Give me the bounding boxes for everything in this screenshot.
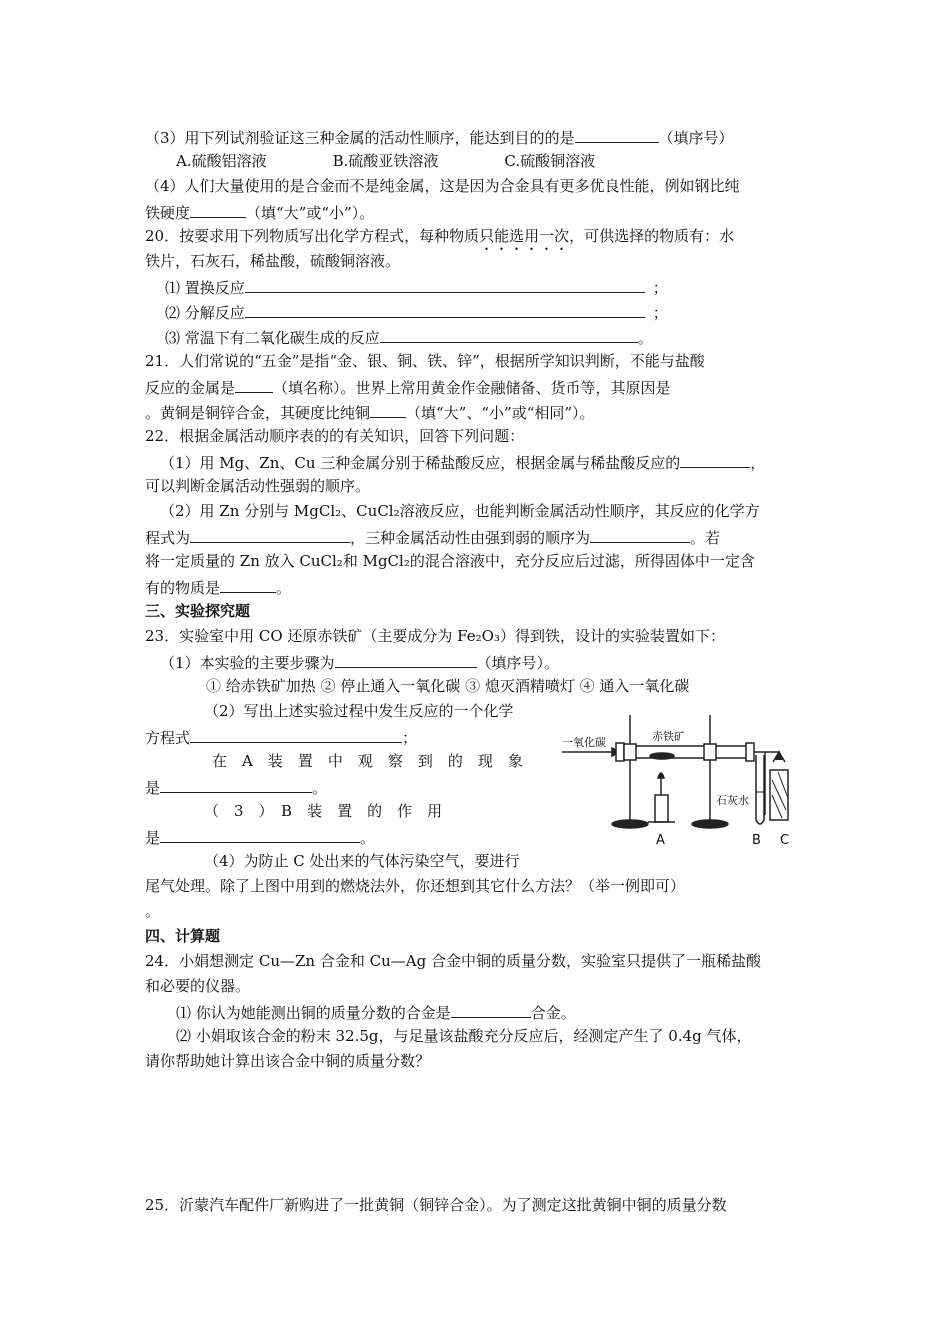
q20-item2: ⑵ 分解反应 ； xyxy=(165,299,668,326)
q20-item1: ⑴ 置换反应 ； xyxy=(165,274,668,301)
option-b: B.硫酸亚铁溶液 xyxy=(332,152,439,170)
answer-blank[interactable] xyxy=(245,299,645,318)
q21-line2: 反应的金属是 （填名称）。世界上常用黄金作金融储备、货币等，其原因是 xyxy=(145,374,671,401)
q23-part4-line3: 。 xyxy=(145,902,161,920)
q20-line1: 20．按要求用下列物质写出化学方程式，每种物质只能选用一次，可供选择的物质有：水 xyxy=(145,227,735,245)
answer-blank[interactable] xyxy=(190,199,246,218)
q22-part1-line2: 可以判断金属活动性强弱的顺序。 xyxy=(145,477,371,495)
q22-part2-line4: 有的物质是 。 xyxy=(145,574,291,601)
alcohol-lamp xyxy=(655,795,668,822)
option-c: C.硫酸铜溶液 xyxy=(504,152,596,170)
label-b: B xyxy=(752,833,761,848)
answer-blank[interactable] xyxy=(160,774,312,793)
q19-options xyxy=(176,149,595,174)
q25-line1: 25．沂蒙汽车配件厂新购进了一批黄铜（铜锌合金）。为了测定这批黄铜中铜的质量分数 xyxy=(145,1196,727,1214)
answer-blank[interactable] xyxy=(220,574,276,593)
iron-ore-sample xyxy=(650,753,674,759)
q23-observe-line1: 在 A 装 置 中 观 察 到 的 现 象 xyxy=(212,752,523,770)
q23-part2-line1: （2）写出上述实验过程中发生反应的一个化学 xyxy=(204,702,514,720)
q24-part2-line2: 请你帮助她计算出该合金中铜的质量分数？ xyxy=(145,1052,431,1070)
option-a: A.硫酸铝溶液 xyxy=(176,152,267,170)
q20-line2: 铁片，石灰石，稀盐酸，硫酸铜溶液。 xyxy=(145,252,401,270)
q22-line1: 22．根据金属活动顺序表的的有关知识，回答下列问题： xyxy=(145,427,525,445)
answer-blank[interactable] xyxy=(190,724,402,743)
section-heading-calculation: 四、计算题 xyxy=(145,927,221,945)
q20-item3: ⑶ 常温下有二氧化碳生成的反应 。 xyxy=(165,324,653,351)
q23-part3-line1: （ 3 ） B 装 置 的 作 用 xyxy=(204,802,443,820)
q23-observe-line2: 是 。 xyxy=(145,774,327,801)
section-heading-experiment: 三、实验探究题 xyxy=(145,602,251,620)
q22-part2-line1: （2）用 Zn 分别与 MgCl₂、CuCl₂溶液反应，也能判断金属活动性顺序，其反应的化学方 xyxy=(160,502,760,520)
q22-part2-line3: 将一定质量的 Zn 放入 CuCl₂和 MgCl₂的混合溶液中，充分反应后过滤，所得固体中一定含 xyxy=(145,552,755,570)
answer-blank[interactable] xyxy=(335,649,477,668)
q21-line1: 21．人们常说的“五金”是指“金、银、铜、铁、锌”，根据所学知识判断，不能与盐酸 xyxy=(145,352,705,370)
answer-blank[interactable] xyxy=(680,449,750,468)
q23-steps: ① 给赤铁矿加热 ② 停止通入一氧化碳 ③ 熄灭酒精喷灯 ④ 通入一氧化碳 xyxy=(206,677,690,695)
label-c: C xyxy=(780,833,790,848)
answer-blank[interactable] xyxy=(451,999,531,1018)
experiment-apparatus-figure xyxy=(560,710,805,850)
label-limewater: 石灰水 xyxy=(716,794,749,807)
answer-blank[interactable] xyxy=(245,274,645,293)
answer-blank[interactable] xyxy=(160,824,360,843)
q19-part4-line1: （4）人们大量使用的是合金而不是纯金属，这是因为合金具有更多优良性能，例如钢比纯 xyxy=(145,177,740,195)
answer-blank[interactable] xyxy=(370,399,406,418)
label-a: A xyxy=(656,833,665,848)
q24-part1: ⑴ 你认为她能测出铜的质量分数的合金是 合金。 xyxy=(176,999,576,1026)
limewater-tube xyxy=(756,755,764,824)
answer-blank[interactable] xyxy=(235,374,273,393)
label-iron-ore: 赤铁矿 xyxy=(652,730,685,743)
q24-line1: 24．小娟想测定 Cu—Zn 合金和 Cu—Ag 合金中铜的质量分数，实验室只提供了一瓶稀盐酸 xyxy=(145,952,761,970)
q23-part3-line2: 是 。 xyxy=(145,824,375,851)
q24-part2-line1: ⑵ 小娟取该合金的粉末 32.5g，与足量该盐酸充分反应后，经测定产生了 0.4g 气体， xyxy=(176,1027,752,1045)
q19-part3: （3）用下列试剂验证这三种金属的活动性顺序，能达到目的的是 （填序号） xyxy=(145,124,734,151)
q23-part1: （1）本实验的主要步骤为 （填序号）。 xyxy=(160,649,559,676)
answer-blank[interactable] xyxy=(380,324,638,343)
answer-blank[interactable] xyxy=(190,524,350,543)
q21-line3: 。黄铜是铜锌合金，其硬度比纯铜 （填“大”、“小”或“相同”）。 xyxy=(145,399,595,426)
q23-part4-line2: 尾气处理。除了上图中用到的燃烧法外，你还想到其它什么方法？（举一例即可） xyxy=(145,877,686,895)
q23-part4-line1: （4）为防止 C 处出来的气体污染空气，要进行 xyxy=(204,852,520,870)
answer-blank[interactable] xyxy=(590,524,690,543)
q19-part4-line2: 铁硬度 （填“大”或“小”）。 xyxy=(145,199,374,226)
q22-part2-line2: 程式为 ，三种金属活动性由强到弱的顺序为 。若 xyxy=(145,524,720,551)
answer-blank[interactable] xyxy=(575,124,659,143)
q23-line1: 23．实验室中用 CO 还原赤铁矿（主要成分为 Fe₂O₃）得到铁，设计的实验装置如下： xyxy=(145,627,725,645)
q22-part1-line1: （1）用 Mg、Zn、Cu 三种金属分别于稀盐酸反应，根据金属与稀盐酸反应的 ， xyxy=(160,449,765,476)
q23-part2-line2: 方程式 ； xyxy=(145,724,417,751)
q24-line2: 和必要的仪器。 xyxy=(145,977,251,995)
label-carbon-monoxide: 一氧化碳 xyxy=(562,736,606,749)
